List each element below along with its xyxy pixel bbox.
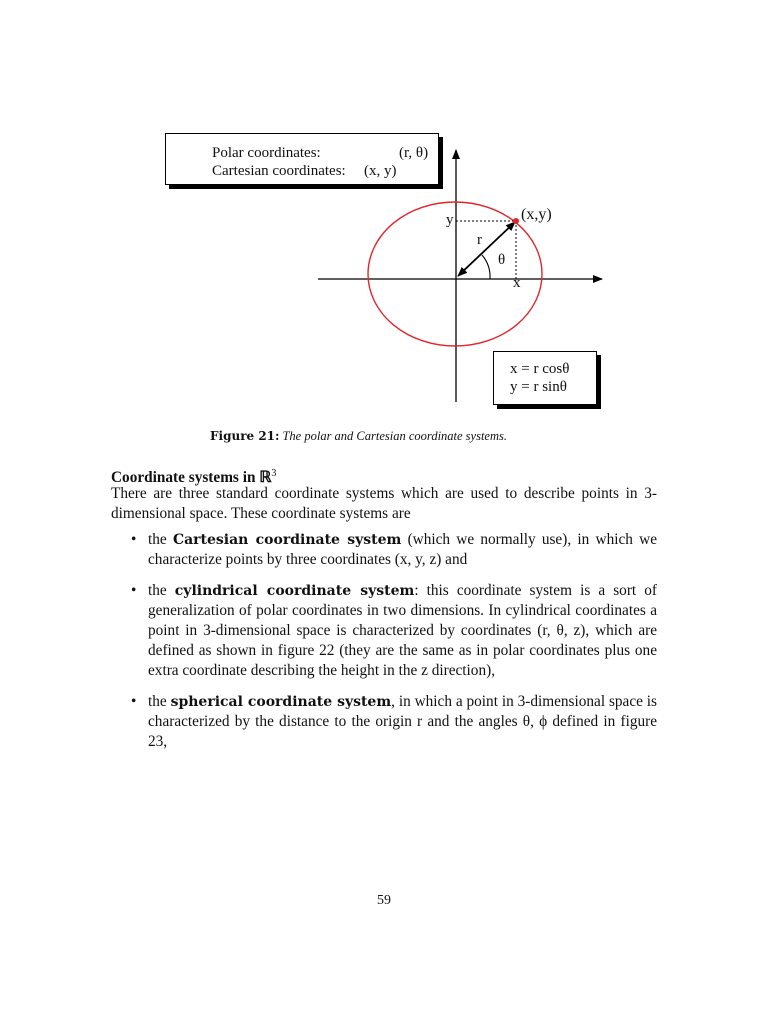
list-item-term: spherical coordinate system bbox=[170, 694, 392, 710]
list-item-post: : this coordinate system is a sort of generalization of polar coordinates in two dimensions. In cylindrical coordinates a point in 3-dimensional space is characterized by coordinates (r, θ, z), which are defined as shown in figure 22 (they are the same as in polar coordinates plus one extra coordinate describing the height in the z direction), bbox=[148, 582, 658, 679]
x-coordinate-label: x bbox=[513, 275, 521, 291]
conversion-formulas-box bbox=[493, 351, 597, 405]
y-coordinate-label: y bbox=[446, 212, 454, 228]
list-item bbox=[111, 692, 657, 752]
list-item bbox=[111, 581, 657, 681]
list-item-pre: the bbox=[148, 531, 173, 548]
caption-text: The polar and Cartesian coordinate systems. bbox=[282, 429, 507, 443]
list-item-post: (which we normally use), in which we characterize points by three coordinates (x, y, z) and bbox=[148, 531, 657, 568]
bullet-icon: • bbox=[131, 693, 137, 710]
cartesian-value: (x, y) bbox=[364, 163, 397, 179]
list-item-pre: the bbox=[148, 693, 171, 710]
list-item-post: , in which a point in 3-dimensional space is characterized by the distance to the origin r and the angles θ, ϕ defined in figure 23, bbox=[148, 693, 657, 750]
cartesian-row bbox=[212, 162, 397, 181]
formula-y: y = r sinθ bbox=[510, 379, 567, 395]
polar-row bbox=[212, 144, 429, 163]
radius-label: r bbox=[477, 232, 482, 248]
point-marker bbox=[513, 218, 519, 224]
bullet-icon: • bbox=[131, 582, 137, 599]
page-number: 59 bbox=[377, 893, 391, 908]
angle-arc bbox=[482, 255, 490, 279]
polar-value: (r, θ) bbox=[399, 145, 429, 161]
point-label: (x,y) bbox=[521, 206, 552, 223]
list-item-term: cylindrical coordinate system bbox=[174, 583, 415, 599]
radius-vector-tail-arrow bbox=[460, 222, 515, 274]
list-item bbox=[111, 530, 657, 570]
intro-paragraph: There are three standard coordinate systems which are used to describe points in 3-dimensional space. These coordinate systems are bbox=[111, 485, 657, 522]
polar-cartesian-figure bbox=[160, 128, 610, 418]
figure-caption bbox=[210, 429, 507, 444]
coordinate-types-box bbox=[165, 133, 439, 185]
section-heading-exponent: 3 bbox=[271, 468, 277, 479]
list-item-term: Cartesian coordinate system bbox=[172, 532, 402, 548]
polar-label: Polar coordinates: bbox=[212, 145, 321, 161]
formula-x: x = r cosθ bbox=[510, 361, 570, 377]
cartesian-label: Cartesian coordinates: bbox=[212, 163, 346, 179]
list-item-pre: the bbox=[148, 582, 175, 599]
angle-label: θ bbox=[498, 252, 506, 268]
section-heading-text: Coordinate systems in ℝ bbox=[111, 469, 272, 487]
coordinate-systems-list bbox=[111, 530, 657, 763]
bullet-icon: • bbox=[131, 531, 137, 548]
figure-number: Figure 21: bbox=[210, 429, 280, 443]
